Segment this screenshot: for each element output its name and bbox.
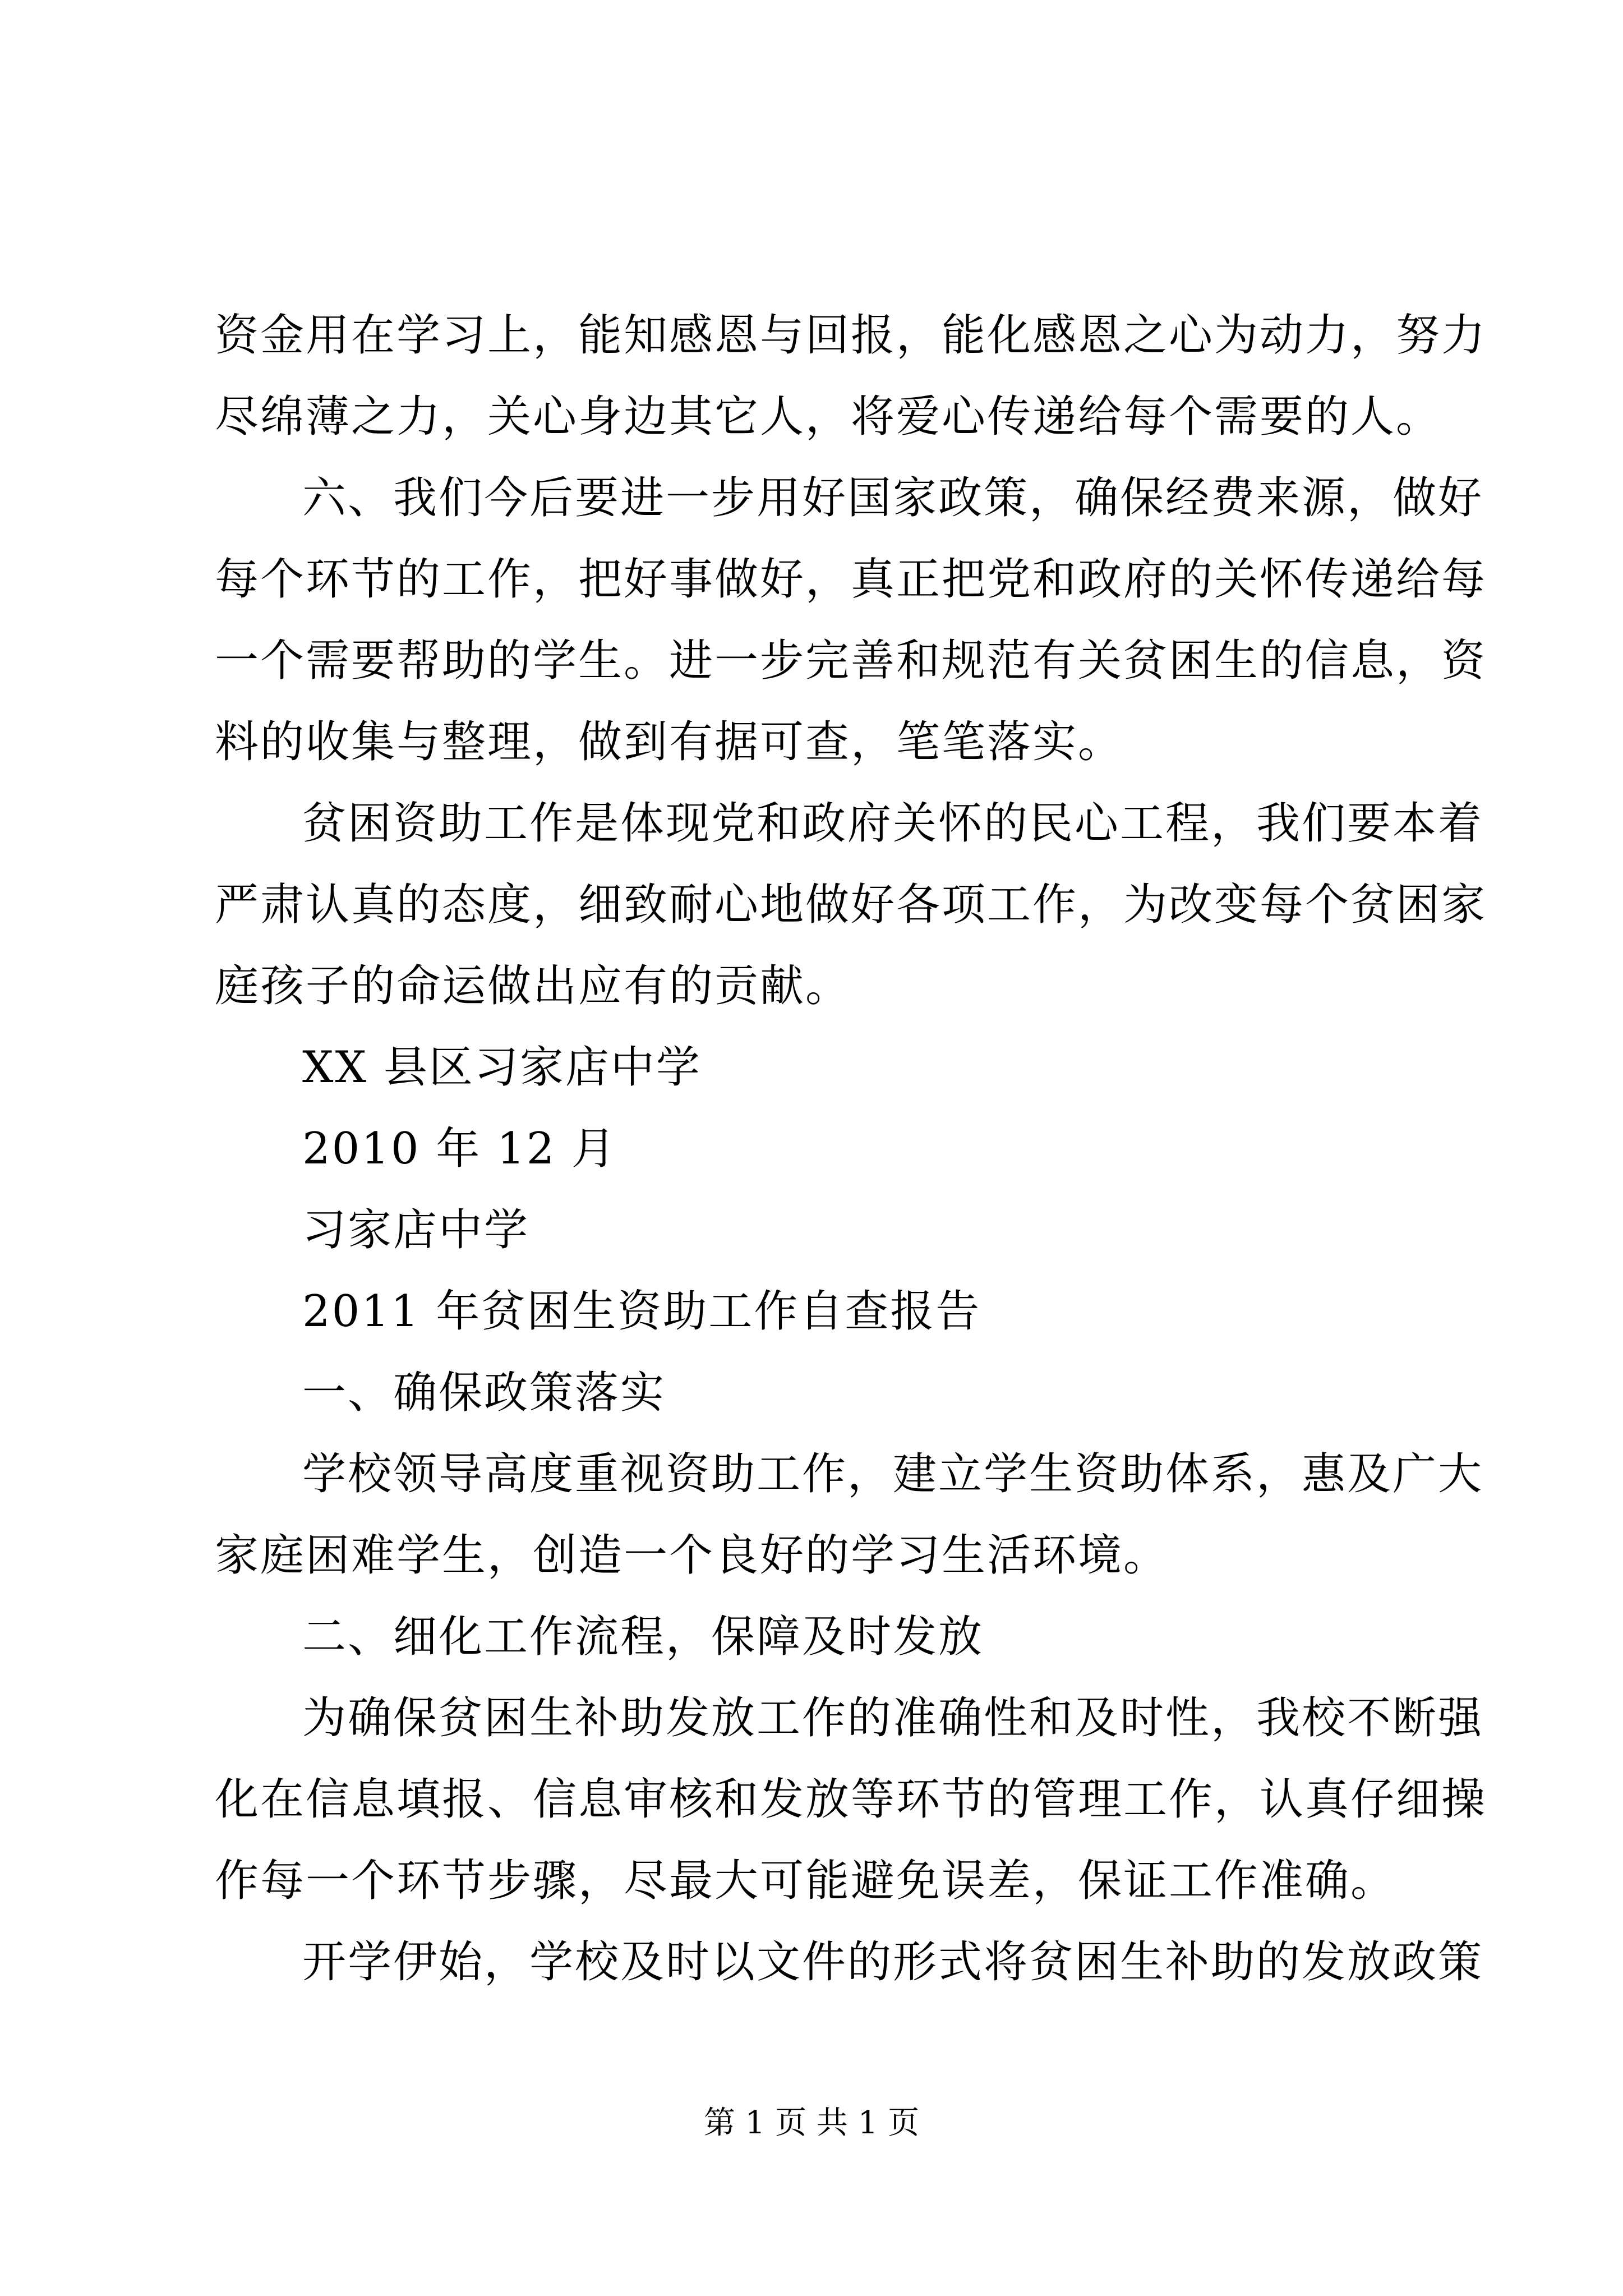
text-line: 作每一个环节步骤，尽最大可能避免误差，保证工作准确。: [215, 1856, 1396, 1906]
school-title: 习家店中学: [302, 1205, 530, 1255]
paragraph-first-line: 学校领导高度重视资助工作，建立学生资助体系，惠及广大: [302, 1449, 1484, 1499]
section-heading: 一、确保政策落实: [302, 1368, 666, 1418]
text-line: 资金用在学习上，能知感恩与回报，能化感恩之心为动力，努力: [215, 310, 1487, 361]
paragraph-first-line: 贫困资助工作是体现党和政府关怀的民心工程，我们要本着: [302, 798, 1484, 849]
section-heading: 二、细化工作流程，保障及时发放: [302, 1612, 984, 1662]
paragraph-first-line: 六、我们今后要进一步用好国家政策，确保经费来源，做好: [302, 473, 1484, 523]
school-name: XX 县区习家店中学: [302, 1042, 702, 1093]
date-line: 2010 年 12 月: [302, 1124, 617, 1174]
text-line: 料的收集与整理，做到有据可查，笔笔落实。: [215, 717, 1124, 767]
text-line: 每个环节的工作，把好事做好，真正把党和政府的关怀传递给每: [215, 554, 1487, 605]
report-title: 2011 年贫困生资助工作自查报告: [302, 1286, 981, 1337]
text-line: 尽绵薄之力，关心身边其它人，将爱心传递给每个需要的人。: [215, 392, 1442, 442]
page-number-footer: 第 1 页 共 1 页: [703, 2105, 920, 2141]
paragraph-first-line: 为确保贫困生补助发放工作的准确性和及时性，我校不断强: [302, 1693, 1484, 1743]
text-line: 严肃认真的态度，细致耐心地做好各项工作，为改变每个贫困家: [215, 880, 1487, 930]
text-line: 家庭困难学生，创造一个良好的学习生活环境。: [215, 1530, 1169, 1581]
text-line: 庭孩子的命运做出应有的贡献。: [215, 961, 851, 1011]
text-line: 化在信息填报、信息审核和发放等环节的管理工作，认真仔细操: [215, 1774, 1487, 1825]
text-line: 一个需要帮助的学生。进一步完善和规范有关贫困生的信息，资: [215, 636, 1487, 686]
paragraph-first-line: 开学伊始，学校及时以文件的形式将贫困生补助的发放政策: [302, 1937, 1484, 1987]
